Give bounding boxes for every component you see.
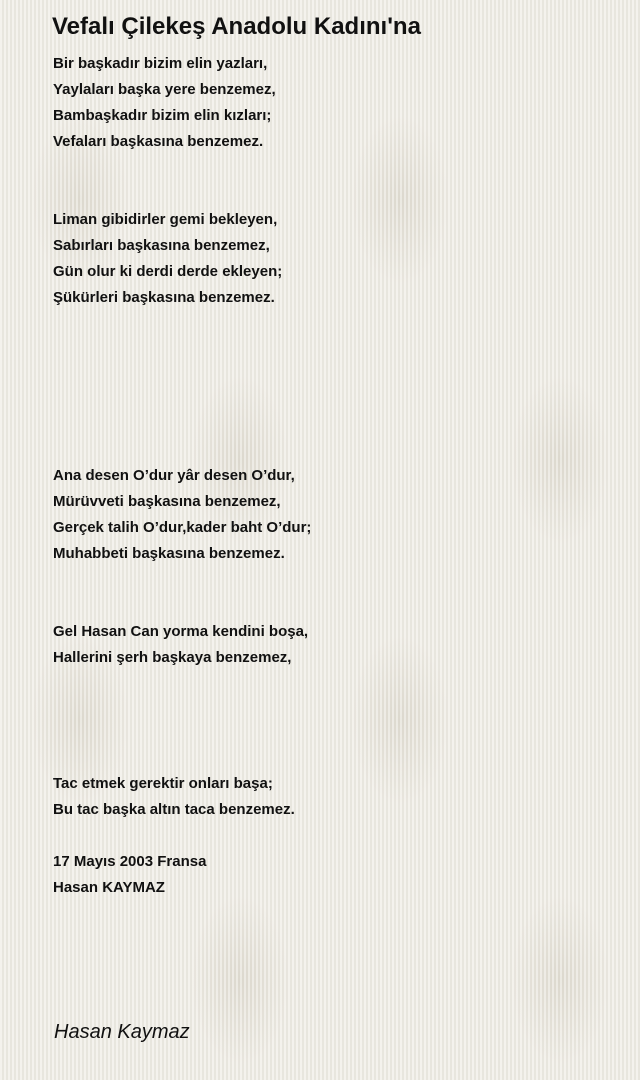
poem-line: Yaylaları başka yere benzemez, xyxy=(53,81,276,98)
poem-line: Mürüvveti başkasına benzemez, xyxy=(53,493,281,510)
author-signature: Hasan Kaymaz xyxy=(54,1021,190,1043)
poem-line: Sabırları başkasına benzemez, xyxy=(53,237,270,254)
poem-line: Vefaları başkasına benzemez. xyxy=(53,133,264,150)
poem-line: Bambaşkadır bizim elin kızları; xyxy=(53,107,272,124)
poem-line: Bir başkadır bizim elin yazları, xyxy=(53,55,268,72)
poem-line: Bu tac başka altın taca benzemez. xyxy=(53,801,295,818)
poem-line: Gerçek talih O’dur,kader baht O’dur; xyxy=(53,519,312,536)
poem-line: Ana desen O’dur yâr desen O’dur, xyxy=(53,467,295,484)
poem-line: Hallerini şerh başkaya benzemez, xyxy=(53,649,292,666)
poem-title: Vefalı Çilekeş Anadolu Kadını'na xyxy=(52,13,421,40)
poem-line: Gel Hasan Can yorma kendini boşa, xyxy=(53,623,309,640)
poem-line: Muhabbeti başkasına benzemez. xyxy=(53,545,285,562)
poem-line: Şükürleri başkasına benzemez. xyxy=(53,289,275,306)
author-name: Hasan KAYMAZ xyxy=(53,879,165,896)
poem-line: Gün olur ki derdi derde ekleyen; xyxy=(53,263,283,280)
poem-line: Liman gibidirler gemi bekleyen, xyxy=(53,211,278,228)
poem-line: Tac etmek gerektir onları başa; xyxy=(53,775,273,792)
date-place: 17 Mayıs 2003 Fransa xyxy=(53,853,207,870)
